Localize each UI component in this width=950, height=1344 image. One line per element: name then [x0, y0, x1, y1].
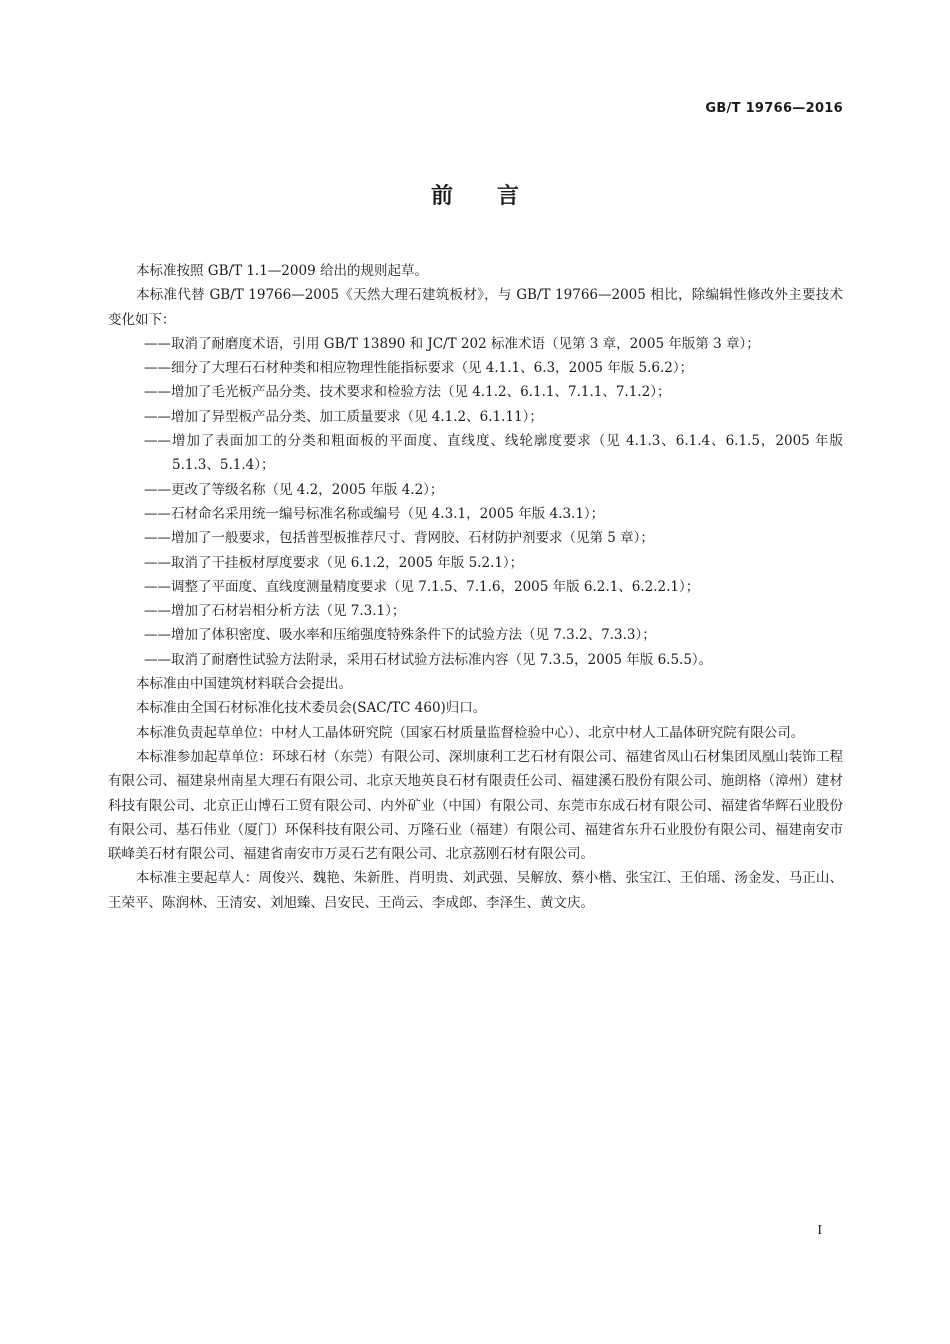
- participating-units-paragraph: 本标准参加起草单位：环球石材（东莞）有限公司、深圳康利工艺石材有限公司、福建省凤山石材集团凤凰山装饰工程有限公司、福建泉州南星大理石有限公司、北京天地英良石材有限责任公司、福建溪石股份有限公司、施朗格（漳州）建材科技有限公司、北京正山博石工贸有限公司、内外矿业（中国）有限公司、东莞市东成石材有限公司、福建省华辉石业股份有限公司、基石伟业（厦门）环保科技有限公司、万隆石业（福建）有限公司、福建省东升石业股份有限公司、福建南安市联峰美石材有限公司、福建省南安市万灵石艺有限公司、北京荔刚石材有限公司。: [108, 748, 843, 863]
- intro-paragraph-replacement: 本标准代替 GB/T 19766—2005《天然大理石建筑板材》，与 GB/T 19766—2005 相比，除编辑性修改外主要技术变化如下：: [108, 287, 843, 328]
- main-drafters-paragraph: 本标准主要起草人：周俊兴、魏艳、朱新胜、肖明贵、刘武强、吴解放、蔡小楷、张宝江、王伯瑶、汤金发、马正山、王荣平、陈润林、王清安、刘旭臻、吕安民、王尚云、李成郎、李泽生、黄文庆。: [108, 870, 843, 911]
- technical-changes-list: [108, 332, 843, 672]
- list-item: ——增加了毛光板产品分类、技术要求和检验方法（见 4.1.2、6.1.1、7.1.1、7.1.2）；: [144, 384, 671, 401]
- page-number: I: [817, 1223, 822, 1238]
- list-item: ——增加了异型板产品分类、加工质量要求（见 4.1.2、6.1.11）；: [144, 408, 543, 425]
- list-item: ——增加了一般要求，包括普型板推荐尺寸、背网胶、石材防护剂要求（见第 5 章）；: [144, 530, 654, 547]
- list-item: ——调整了平面度、直线度测量精度要求（见 7.1.5、7.1.6，2005 年版 6.2.1、6.2.2.1）；: [144, 578, 700, 595]
- list-item: ——取消了耐磨度术语，引用 GB/T 13890 和 JC/T 202 标准术语（见第 3 章，2005 年版第 3 章）；: [144, 335, 760, 352]
- committee-paragraph: 本标准由全国石材标准化技术委员会(SAC/TC 460)归口。: [136, 700, 487, 717]
- list-item: ——增加了体积密度、吸水率和压缩强度特殊条件下的试验方法（见 7.3.2、7.3.3）；: [144, 627, 656, 644]
- page-title: 前言: [430, 184, 563, 209]
- list-item: ——增加了表面加工的分类和粗面板的平面度、直线度、线轮廓度要求（见 4.1.3、6.1.4、6.1.5，2005 年版 5.1.3、5.1.4）；: [144, 433, 843, 474]
- responsible-drafter-paragraph: 本标准负责起草单位：中材人工晶体研究院（国家石材质量监督检验中心）、北京中材人工晶体研究院有限公司。: [136, 724, 805, 741]
- standard-number: GB/T 19766—2016: [705, 101, 843, 116]
- document-body: [108, 259, 843, 915]
- list-item: ——取消了干挂板材厚度要求（见 6.1.2，2005 年版 5.2.1）；: [144, 554, 524, 571]
- list-item: ——增加了石材岩相分析方法（见 7.3.1）；: [144, 603, 406, 620]
- list-item: ——细分了大理石石材种类和相应物理性能指标要求（见 4.1.1、6.3，2005 年版 5.6.2）；: [144, 360, 694, 377]
- list-item: ——取消了耐磨性试验方法附录，采用石材试验方法标准内容（见 7.3.5，2005 年版 6.5.5）。: [144, 651, 713, 668]
- list-item: ——石材命名采用统一编号标准名称或编号（见 4.3.1，2005 年版 4.3.1）；: [144, 505, 605, 522]
- intro-paragraph-drafting-rules: 本标准按照 GB/T 1.1—2009 给出的规则起草。: [136, 263, 428, 279]
- list-item: ——更改了等级名称（见 4.2，2005 年版 4.2）；: [144, 481, 444, 498]
- proposer-paragraph: 本标准由中国建筑材料联合会提出。: [136, 676, 352, 693]
